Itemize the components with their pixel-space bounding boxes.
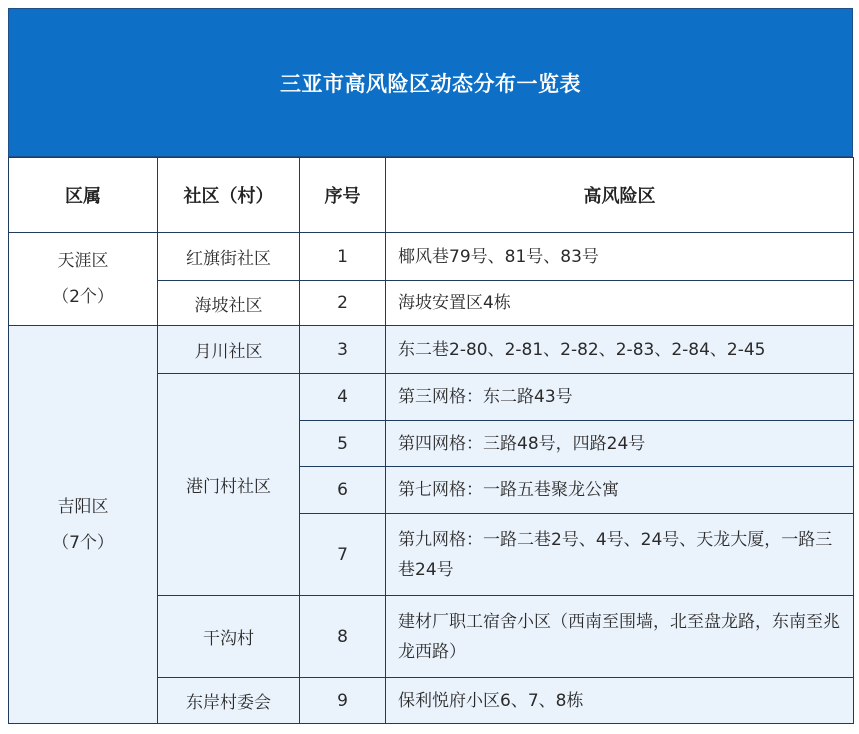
row-number: 5 — [300, 421, 386, 467]
table-title: 三亚市高风险区动态分布一览表 — [8, 8, 853, 157]
district-count: （7个） — [52, 532, 114, 553]
district-cell-tianya — [9, 233, 158, 326]
district-name: 天涯区 — [57, 251, 109, 271]
risk-area-table — [8, 157, 854, 724]
community-cell: 月川社区 — [158, 326, 300, 374]
row-number: 4 — [300, 374, 386, 421]
district-count: （2个） — [52, 287, 114, 307]
row-number: 6 — [300, 467, 386, 514]
district-cell-jiyang — [9, 326, 158, 724]
risk-area-cell: 保利悦府小区6、7、8栋 — [386, 678, 854, 724]
risk-area-cell: 第九网格：一路二巷2号、4号、24号、天龙大厦，一路三巷24号 — [386, 514, 854, 596]
district-name: 吉阳区 — [57, 496, 109, 517]
community-cell: 干沟村 — [158, 596, 300, 678]
row-number: 7 — [300, 514, 386, 596]
risk-area-cell: 第三网格：东二路43号 — [386, 374, 854, 421]
row-number: 3 — [300, 326, 386, 374]
risk-area-cell: 东二巷2-80、2-81、2-82、2-83、2-84、2-45 — [386, 326, 854, 374]
risk-area-cell: 第七网格：一路五巷聚龙公寓 — [386, 467, 854, 514]
risk-area-cell: 建材厂职工宿舍小区（西南至围墙，北至盘龙路，东南至兆龙西路） — [386, 596, 854, 678]
risk-area-cell: 海坡安置区4栋 — [386, 281, 854, 326]
row-number: 9 — [300, 678, 386, 724]
table-row — [9, 233, 854, 281]
row-number: 8 — [300, 596, 386, 678]
row-number: 2 — [300, 281, 386, 326]
row-number: 1 — [300, 233, 386, 281]
risk-area-cell: 椰风巷79号、81号、83号 — [386, 233, 854, 281]
community-cell: 港门村社区 — [158, 374, 300, 596]
header-district: 区属 — [9, 158, 158, 233]
table-row — [9, 326, 854, 374]
header-community: 社区（村） — [158, 158, 300, 233]
risk-area-cell: 第四网格：三路48号，四路24号 — [386, 421, 854, 467]
header-row — [9, 158, 854, 233]
header-number: 序号 — [300, 158, 386, 233]
community-cell: 东岸村委会 — [158, 678, 300, 724]
community-cell: 红旗街社区 — [158, 233, 300, 281]
header-high-risk-area: 高风险区 — [386, 158, 854, 233]
community-cell: 海坡社区 — [158, 281, 300, 326]
risk-area-table-container — [8, 8, 853, 724]
